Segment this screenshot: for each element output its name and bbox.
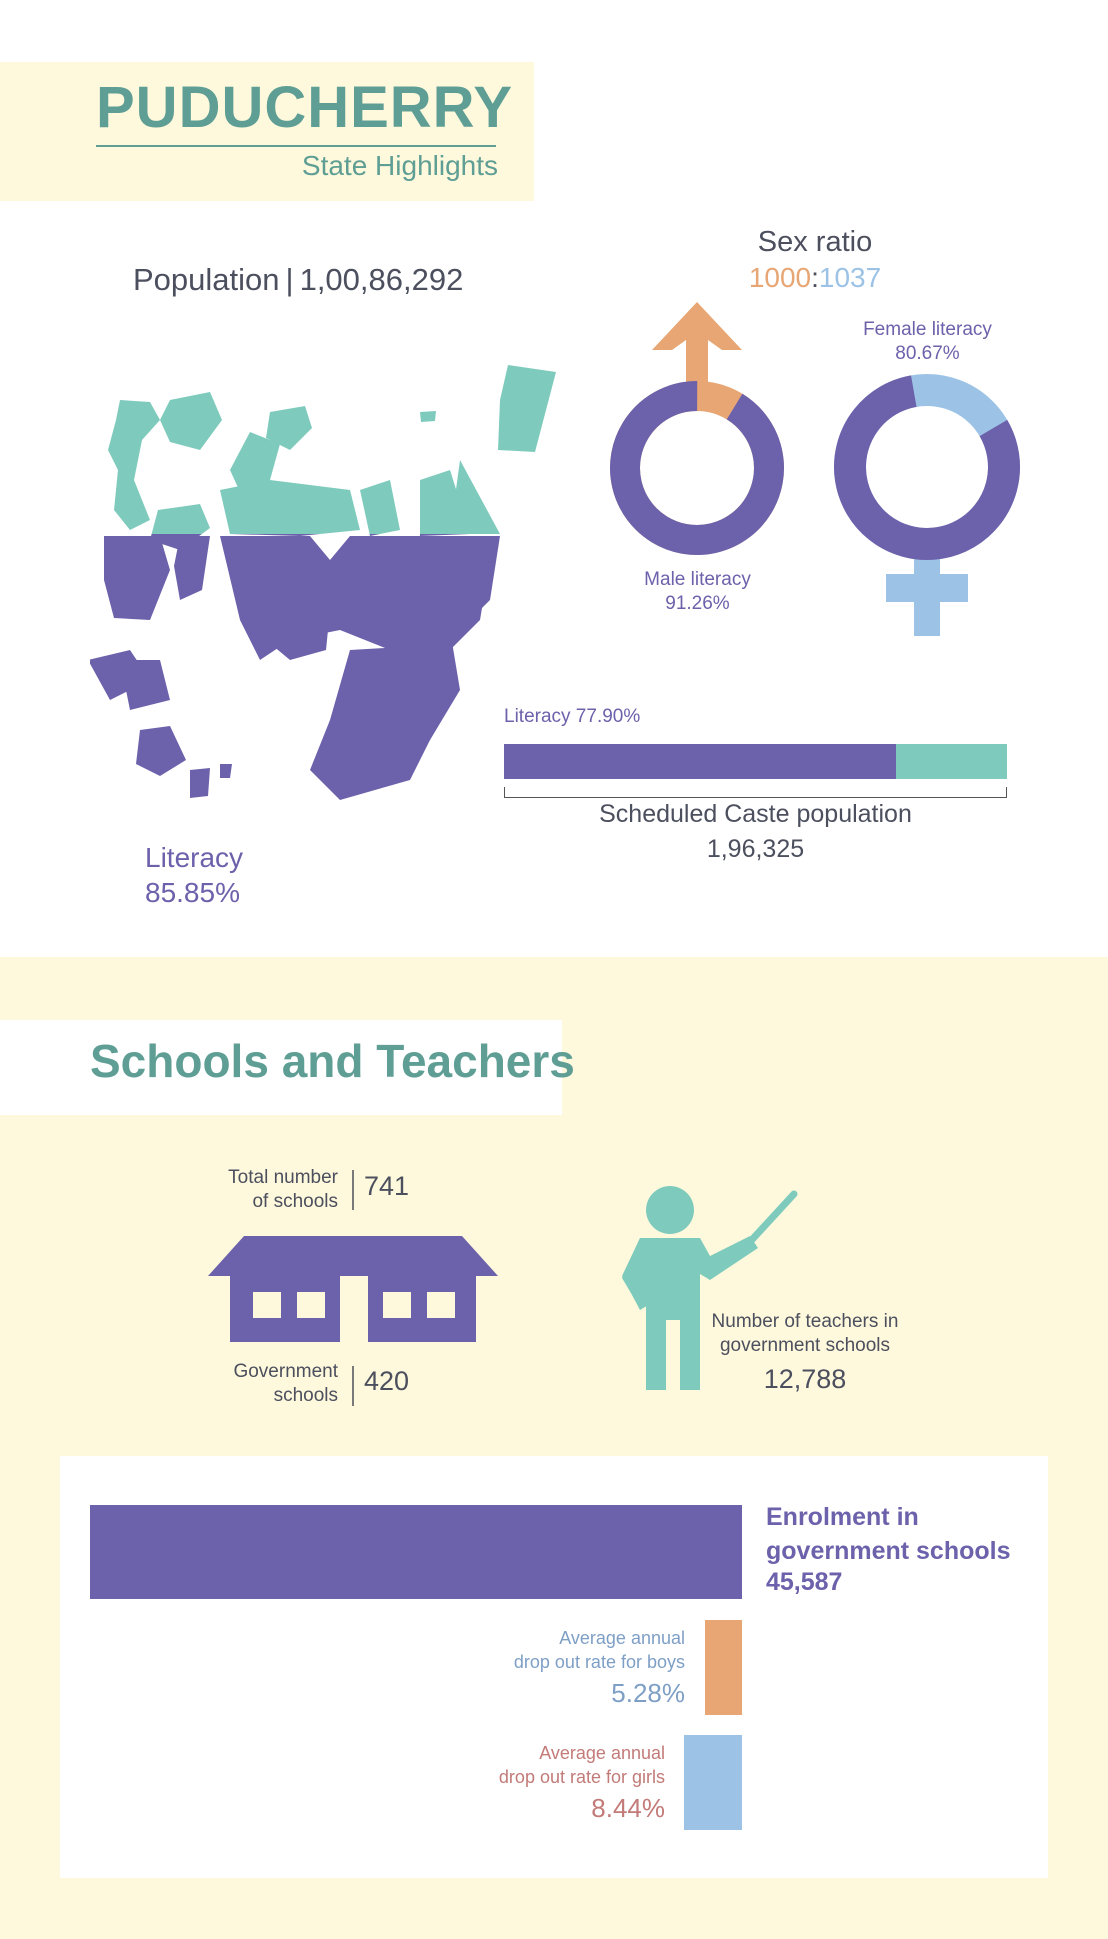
sex-ratio-value [700,262,930,294]
enrolment-label-line1: Enrolment in [766,1503,919,1531]
teacher-icon [610,1180,810,1395]
map-literacy-label: Literacy [145,842,244,873]
boys-dropout-bar [705,1620,742,1715]
sex-ratio-title: Sex ratio [757,226,873,258]
map-region-16-lower [136,726,186,776]
girls-dropout-label [400,1741,665,1789]
map-region-0-upper [108,400,160,530]
gov-schools-label-line2: schools [273,1385,338,1406]
sc-population-value: 1,96,325 [706,835,805,863]
map-literacy [145,840,243,910]
total-schools-label-line1: Total number [228,1167,338,1188]
boys-dropout-label-line1: Average annual [559,1628,685,1648]
population-stat [133,262,463,298]
enrolment-bar [90,1505,742,1599]
male-arrow-icon [652,302,742,382]
teachers-label [700,1310,910,1358]
enrolment-label [766,1500,1011,1568]
map-literacy-value: 85.85% [145,877,240,908]
map-region-17-lower [190,768,210,798]
sex-ratio-female: 1037 [818,262,882,293]
teachers-label-line2: government schools [719,1335,891,1356]
male-literacy [610,568,785,616]
map-region-7-lower [104,536,170,620]
enrolment-value: 45,587 [766,1568,843,1596]
population-value: 1,00,86,292 [299,262,464,297]
female-literacy [840,318,1015,366]
gov-schools-label-line1: Government [233,1361,338,1382]
girls-dropout-bar [684,1735,742,1830]
total-schools-label-line2: of schools [252,1191,338,1212]
page-title: PUDUCHERRY [96,75,514,140]
map-region-9-lower [174,536,210,600]
sc-literacy-bar-fill [504,744,896,779]
sc-population-label: Scheduled Caste population [599,800,912,828]
map-island-small [420,411,436,422]
sc-bracket [504,787,1007,798]
sc-literacy-bar [504,744,1007,779]
school-building-icon [208,1234,498,1344]
gov-schools-value: 420 [364,1366,410,1396]
total-schools-label [200,1166,338,1214]
puducherry-map [90,360,560,840]
enrolment-label-line2: government schools [766,1537,1011,1565]
male-literacy-label: Male literacy [644,569,751,590]
girls-dropout-label-line2: drop out rate for girls [498,1767,665,1787]
map-region-1-upper [160,392,222,450]
total-schools-value: 741 [364,1171,410,1201]
map-region-6-upper [360,480,400,536]
male-literacy-arc [600,369,795,567]
boys-dropout-label-line2: drop out rate for boys [513,1652,685,1672]
population-separator: | [285,262,294,297]
map-region-18-lower [220,764,232,778]
female-literacy-donut [830,370,1025,640]
section-title: Schools and Teachers [90,1035,575,1087]
sc-literacy-label: Literacy 77.90% [504,706,641,727]
female-literacy-label: Female literacy [863,319,992,340]
map-region-5-upper [220,480,360,536]
sex-ratio-male: 1000 [748,262,812,293]
male-literacy-value: 91.26% [665,593,730,614]
female-literacy-value: 80.67% [895,343,960,364]
girls-dropout-value: 8.44% [591,1793,665,1823]
boys-dropout-label [420,1626,685,1674]
map-region-20-upper [450,460,500,534]
teachers-label-line1: Number of teachers in [711,1311,899,1332]
sex-ratio-separator: : [811,262,819,293]
total-schools-divider [352,1170,354,1210]
population-label: Population [133,262,280,297]
gov-schools-divider [352,1366,354,1406]
female-cross-icon [886,555,968,636]
boys-dropout-value: 5.28% [611,1678,685,1708]
girls-dropout-label-line1: Average annual [539,1743,665,1763]
map-region-12-lower [120,660,170,710]
gov-schools-label [200,1360,338,1408]
title-divider [96,145,496,147]
map-island-yanam [498,365,556,452]
male-literacy-donut [600,298,795,568]
page-subtitle: State Highlights [301,150,498,181]
teachers-value: 12,788 [763,1364,847,1394]
